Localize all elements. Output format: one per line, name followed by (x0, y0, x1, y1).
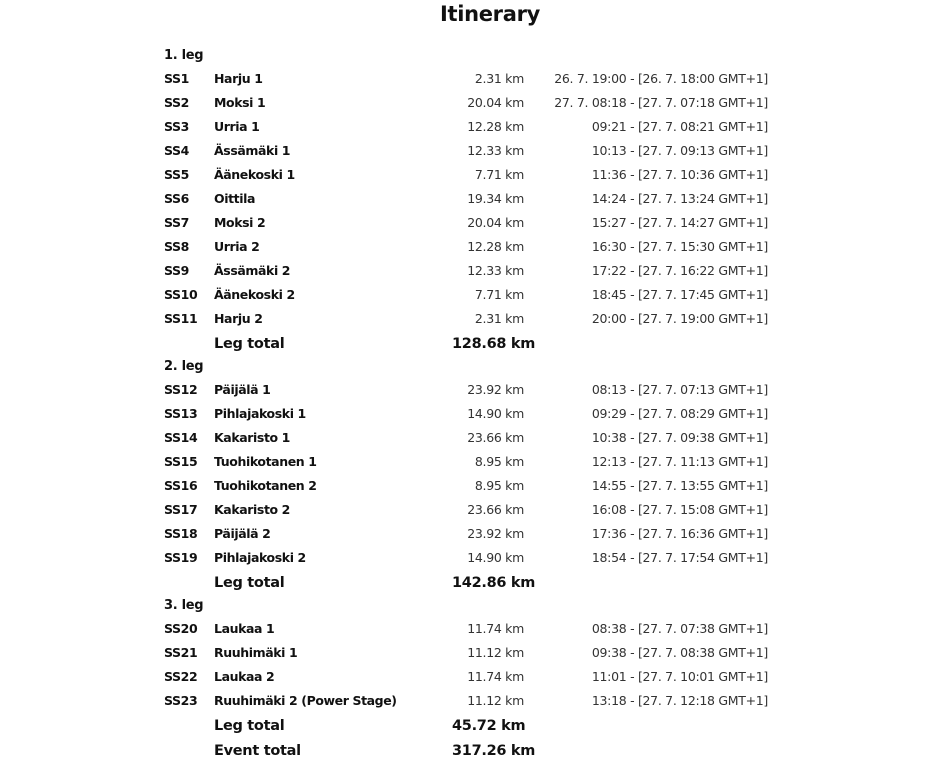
stage-row (164, 91, 784, 115)
stage-time: 08:13 - [27. 7. 07:13 GMT+1] (591, 382, 768, 397)
stage-name: Harju 2 (214, 311, 263, 326)
stage-name: Äänekoski 2 (214, 287, 295, 302)
stage-name: Laukaa 2 (214, 669, 275, 684)
stage-time: 16:08 - [27. 7. 15:08 GMT+1] (591, 502, 768, 517)
stage-time: 13:18 - [27. 7. 12:18 GMT+1] (591, 693, 768, 708)
stage-distance: 12.28 km (467, 239, 524, 254)
stage-row (164, 378, 784, 402)
stage-distance: 20.04 km (467, 215, 524, 230)
leg-total-label: Leg total (214, 336, 285, 352)
stage-row (164, 665, 784, 689)
stage-code: SS23 (164, 693, 198, 708)
stage-time: 16:30 - [27. 7. 15:30 GMT+1] (591, 239, 768, 254)
itinerary-table (164, 45, 784, 763)
leg-header: 2. leg (164, 359, 204, 374)
stage-code: SS22 (164, 669, 198, 684)
stage-name: Äänekoski 1 (214, 167, 295, 182)
stage-distance: 12.33 km (467, 143, 524, 158)
stage-code: SS19 (164, 550, 198, 565)
stage-code: SS4 (164, 143, 189, 158)
stage-distance: 12.28 km (467, 119, 524, 134)
stage-code: SS12 (164, 382, 198, 397)
stage-code: SS3 (164, 119, 189, 134)
leg-total-value: 142.86 km (452, 575, 536, 591)
stage-row (164, 115, 784, 139)
stage-name: Urria 1 (214, 119, 260, 134)
stage-code: SS2 (164, 95, 189, 110)
stage-name: Kakaristo 1 (214, 430, 290, 445)
stage-distance: 19.34 km (467, 191, 524, 206)
stage-distance: 23.92 km (467, 526, 524, 541)
event-total-row (164, 738, 784, 763)
stage-row (164, 641, 784, 665)
stage-name: Ruuhimäki 2 (Power Stage) (214, 693, 397, 708)
stage-code: SS1 (164, 71, 189, 86)
stage-row (164, 163, 784, 187)
stage-name: Pihlajakoski 1 (214, 406, 306, 421)
leg-total-label: Leg total (214, 575, 285, 591)
leg-total-value: 128.68 km (452, 336, 536, 352)
stage-code: SS14 (164, 430, 198, 445)
stage-name: Oittila (214, 191, 256, 206)
stage-code: SS15 (164, 454, 198, 469)
stage-time: 12:13 - [27. 7. 11:13 GMT+1] (591, 454, 768, 469)
stage-distance: 14.90 km (467, 550, 524, 565)
leg-header: 3. leg (164, 598, 204, 613)
leg-total-label: Leg total (214, 718, 285, 734)
stage-name: Urria 2 (214, 239, 260, 254)
stage-name: Tuohikotanen 1 (214, 454, 317, 469)
stage-distance: 14.90 km (467, 406, 524, 421)
stage-name: Harju 1 (214, 71, 263, 86)
stage-row (164, 402, 784, 426)
stage-row (164, 522, 784, 546)
leg-section (164, 45, 784, 356)
stage-distance: 7.71 km (474, 287, 524, 302)
stage-distance: 2.31 km (474, 311, 524, 326)
stage-row (164, 498, 784, 522)
stage-code: SS11 (164, 311, 198, 326)
stage-name: Ruuhimäki 1 (214, 645, 298, 660)
stage-distance: 2.31 km (474, 71, 524, 86)
stage-code: SS17 (164, 502, 198, 517)
stage-time: 17:22 - [27. 7. 16:22 GMT+1] (591, 263, 768, 278)
stage-distance: 7.71 km (474, 167, 524, 182)
stage-row (164, 307, 784, 331)
stage-name: Ässämäki 2 (214, 263, 291, 278)
stage-time: 27. 7. 08:18 - [27. 7. 07:18 GMT+1] (554, 95, 768, 110)
stage-time: 09:38 - [27. 7. 08:38 GMT+1] (591, 645, 768, 660)
stage-time: 18:45 - [27. 7. 17:45 GMT+1] (591, 287, 768, 302)
stage-name: Päijälä 1 (214, 382, 271, 397)
stage-row (164, 474, 784, 498)
stage-row (164, 187, 784, 211)
stage-row (164, 546, 784, 570)
stage-time: 14:24 - [27. 7. 13:24 GMT+1] (591, 191, 768, 206)
stage-time: 08:38 - [27. 7. 07:38 GMT+1] (591, 621, 768, 636)
stage-time: 10:38 - [27. 7. 09:38 GMT+1] (591, 430, 768, 445)
stage-row (164, 689, 784, 713)
stage-distance: 23.92 km (467, 382, 524, 397)
stage-code: SS13 (164, 406, 198, 421)
leg-total-row (164, 331, 784, 356)
stage-name: Moksi 1 (214, 95, 266, 110)
stage-distance: 11.74 km (467, 621, 524, 636)
leg-total-value: 45.72 km (452, 718, 526, 734)
stage-distance: 8.95 km (474, 454, 524, 469)
stage-name: Päijälä 2 (214, 526, 271, 541)
stage-code: SS18 (164, 526, 198, 541)
stage-time: 20:00 - [27. 7. 19:00 GMT+1] (591, 311, 768, 326)
stage-distance: 11.12 km (467, 693, 524, 708)
stage-row (164, 139, 784, 163)
leg-section (164, 356, 784, 595)
stage-name: Kakaristo 2 (214, 502, 290, 517)
stage-time: 09:29 - [27. 7. 08:29 GMT+1] (591, 406, 768, 421)
stage-time: 10:13 - [27. 7. 09:13 GMT+1] (591, 143, 768, 158)
stage-name: Tuohikotanen 2 (214, 478, 317, 493)
stage-code: SS9 (164, 263, 189, 278)
stage-row (164, 259, 784, 283)
stage-distance: 20.04 km (467, 95, 524, 110)
stage-time: 14:55 - [27. 7. 13:55 GMT+1] (591, 478, 768, 493)
stage-distance: 8.95 km (474, 478, 524, 493)
stage-distance: 11.12 km (467, 645, 524, 660)
stage-row (164, 426, 784, 450)
stage-time: 11:36 - [27. 7. 10:36 GMT+1] (591, 167, 768, 182)
page-title: Itinerary (439, 2, 541, 26)
stage-row (164, 283, 784, 307)
event-total-label: Event total (214, 743, 301, 759)
stage-row (164, 617, 784, 641)
stage-row (164, 67, 784, 91)
leg-section (164, 595, 784, 738)
stage-distance: 23.66 km (467, 502, 524, 517)
stage-time: 11:01 - [27. 7. 10:01 GMT+1] (591, 669, 768, 684)
stage-time: 26. 7. 19:00 - [26. 7. 18:00 GMT+1] (554, 71, 768, 86)
stage-code: SS6 (164, 191, 189, 206)
stage-row (164, 450, 784, 474)
stage-row (164, 211, 784, 235)
stage-code: SS20 (164, 621, 198, 636)
event-total-value: 317.26 km (452, 743, 536, 759)
stage-name: Laukaa 1 (214, 621, 275, 636)
stage-name: Pihlajakoski 2 (214, 550, 306, 565)
stage-time: 09:21 - [27. 7. 08:21 GMT+1] (591, 119, 768, 134)
stage-time: 17:36 - [27. 7. 16:36 GMT+1] (591, 526, 768, 541)
stage-time: 18:54 - [27. 7. 17:54 GMT+1] (591, 550, 768, 565)
leg-total-row (164, 570, 784, 595)
stage-name: Moksi 2 (214, 215, 266, 230)
stage-distance: 12.33 km (467, 263, 524, 278)
stage-code: SS10 (164, 287, 198, 302)
stage-code: SS16 (164, 478, 198, 493)
stage-distance: 23.66 km (467, 430, 524, 445)
stage-code: SS5 (164, 167, 189, 182)
stage-time: 15:27 - [27. 7. 14:27 GMT+1] (591, 215, 768, 230)
stage-distance: 11.74 km (467, 669, 524, 684)
stage-code: SS21 (164, 645, 198, 660)
stage-code: SS7 (164, 215, 189, 230)
stage-name: Ässämäki 1 (214, 143, 291, 158)
leg-total-row (164, 713, 784, 738)
stage-code: SS8 (164, 239, 189, 254)
leg-header: 1. leg (164, 48, 204, 63)
stage-row (164, 235, 784, 259)
